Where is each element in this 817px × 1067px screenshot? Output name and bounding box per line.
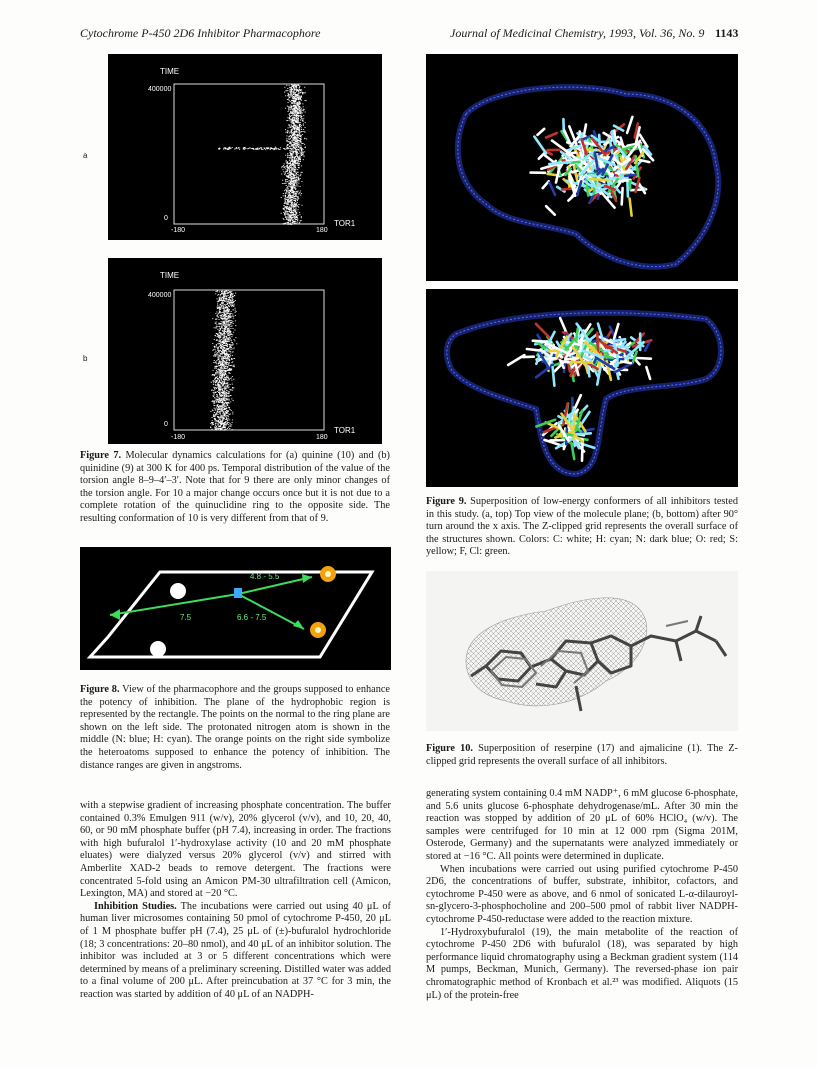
figure9a-svg [426,54,738,281]
left-column-text [80,800,391,1002]
figure7a-scatter [218,84,307,225]
distance-label-right: 6.6 - 7.5 [237,613,267,622]
figure7b-x-max-tick: 180 [316,434,328,441]
figure9-caption-text: Superposition of low-energy conformers of all inhibitors tested in this study. (a, top) Top view of the molecule plane; (b, bottom) after 90° turn around the x axis. The Z-clipped grid represents the overall surface of the structures shown. Colors: C: white; H: cyan; N: dark blue; O: red; S: yellow; F, Cl: green. [426,496,738,558]
figure7a-time-label: TIME [160,67,180,76]
ring-normal-point-bottom [150,641,166,657]
distance-label-left: 7.5 [180,613,192,622]
figure7b-md-plot [108,258,382,444]
figure7b-svg [108,258,382,444]
figure8-caption [80,684,390,772]
running-header-right: Journal of Medicinal Chemistry, 1993, Vol. 36, No. 9 [450,26,705,40]
protonated-nitrogen [234,588,242,598]
figure7a-y-top-tick: 400000 [148,86,172,93]
running-header-left: Cytochrome P-450 2D6 Inhibitor Pharmacophore [80,26,321,40]
hydrophobic-plane-rect [90,572,372,657]
section-heading-inhibition-studies: Inhibition Studies. [94,900,177,912]
distance-line-right [238,594,304,629]
figure7a-y-zero-tick: 0 [164,215,168,222]
figure7b-tor-label: TOR1 [334,426,356,435]
figure7a-tor-label: TOR1 [334,219,356,228]
figure10-superposition [426,571,738,731]
right-paragraph-1: generating system containing 0.4 mM NADP⁺, 6 mM glucose 6-phosphate, and 5.6 units glucose 6-phosphate dehydrogenase/mL. After 30 min the reaction was stopped by addition of 20 μL of 60% HClO₄ (w/v). The samples were centrifuged for 10 min at 12 000 rpm (Sigma 201M, Osterode, Germany) and the supernatants were analyzed immediately or stored at −16 °C. All points were determined in duplicate. [426,788,738,862]
figure9a-conformers-top-view [426,54,738,281]
figure7a-x-max-tick: 180 [316,227,328,234]
figure9a-molecules [531,117,654,216]
figure7b-scatter [210,290,237,431]
left-paragraph-2 [80,901,391,1002]
figure7-panel-a-label: a [83,151,88,160]
figure10-caption-text: Superposition of reserpine (17) and ajmalicine (1). The Z-clipped grid represents the overall surface of all inhibitors. [426,743,738,767]
left-paragraph-2-text: The incubations were carried out using 40 μL of human liver microsomes containing 50 pmol of cytochrome P-450, 20 μL of 1 M phosphate buffer pH (7.4), 25 μL of (±)-bufuralol hydrochloride (18; 3 concentrations: 20–80 nmol), and 40 μL of an inhibitor solution. The inhibitor was included at 3 or 5 different concentrations which were determined by means of a preliminary screening. Distilled water was added to a final volume of 200 μL. After preincubation at 37 °C for 3 min, the reaction was started by addition of 40 μL of an NADPH- [80,900,391,1000]
figure7a-svg [108,54,382,240]
figure10-caption-label: Figure 10. [426,743,474,754]
figure9b-conformers-side-view [426,289,738,487]
figure8-caption-label: Figure 8. [80,684,120,695]
right-paragraph-2: When incubations were carried out using purified cytochrome P-450 2D6, the concentrations of buffer, substrate, inhibitor, cofactors, and cytochrome P-450 were as above, and 6 nmol of sonicated L-α-dilauroyl-sn-glycero-3-phosphocholine and 200–500 pmol of rabbit liver NADPH-cytochrome P-450-reductase were added to the reaction mixture. [426,863,738,925]
figure7-panel-b-label: b [83,354,88,363]
figure8-pharmacophore [80,547,391,670]
figure10-svg [426,571,738,731]
figure7-caption-text: Molecular dynamics calculations for (a) quinine (10) and (b) quinidine (9) at 300 K for 400 ps. Temporal distribution of the value of the torsion angle 8–9–4′–3′. Note that for 9 there are only minor changes of the torsion angle. For 10 a major change occurs once but it is not due to a complete rotation of the quinuclidine ring to the opposite side. The resulting conformation of 10 is very different from that of 9. [80,450,390,524]
figure8-svg [80,547,391,670]
distance-label-top: 4.8 - 5.5 [250,572,280,581]
right-paragraph-3: 1′-Hydroxybufuralol (19), the main metabolite of the reaction of cytochrome P-450 2D6 with bufuralol (18), was separated by high performance liquid chromatography using a Beckman gradient system (114 M pumps, Beckman, Munich, Germany). The reversed-phase ion pair chromatographic method of Kronbach et al.²³ was modified. Aliquots (15 μL) of the protein-free [426,926,738,1001]
figure7-caption [80,450,390,526]
page-number: 1143 [715,26,739,40]
left-paragraph-1: with a stepwise gradient of increasing phosphate concentration. The buffer contained 0.3% Emulgen 911 (w/v), 20% glycerol (v/v), and 10, 20, 40, 60, or 90 mM phosphate buffer (pH 7.4), increasing in order. The fractions with high bufuralol 1′-hydroxylase activity (10 and 20 mM phosphate eluates) were dialyzed versus 20% glycerol (v/v) and stirred with Amberlite XAD-2 beads to remove detergent. The fractions were concentrated 5-fold using an Amicon PM-30 ultrafiltration cell (Amicon, Lexington, MA) and stored at −20 °C. [80,800,391,900]
figure9b-svg [426,289,738,487]
ring-normal-point-top [170,583,186,599]
figure7b-y-top-tick: 400000 [148,292,172,299]
figure10-caption [426,743,738,768]
figure7b-time-label: TIME [160,271,180,280]
figure7a-md-plot [108,54,382,240]
right-column-text [426,788,738,1002]
figure7b-y-zero-tick: 0 [164,421,168,428]
figure7b-x-min-tick: -180 [171,434,186,441]
plot-frame [174,290,324,430]
figure7a-x-min-tick: -180 [171,227,186,234]
figure8-caption-text: View of the pharmacophore and the groups supposed to enhance the potency of inhibition. The plane of the hydrophobic region is represented by the rectangle. The points on the normal to the ring plane are shown on the left side. The protonated nitrogen atom is shown in the middle (N: blue; H: cyan). The orange points on the right side symbolize the heteroatoms supposed to enhance the potency of inhibition. The distance ranges are given in angstroms. [80,684,390,771]
figure9-caption-label: Figure 9. [426,496,467,507]
figure9-caption [426,496,738,559]
figure7-caption-label: Figure 7. [80,450,122,461]
